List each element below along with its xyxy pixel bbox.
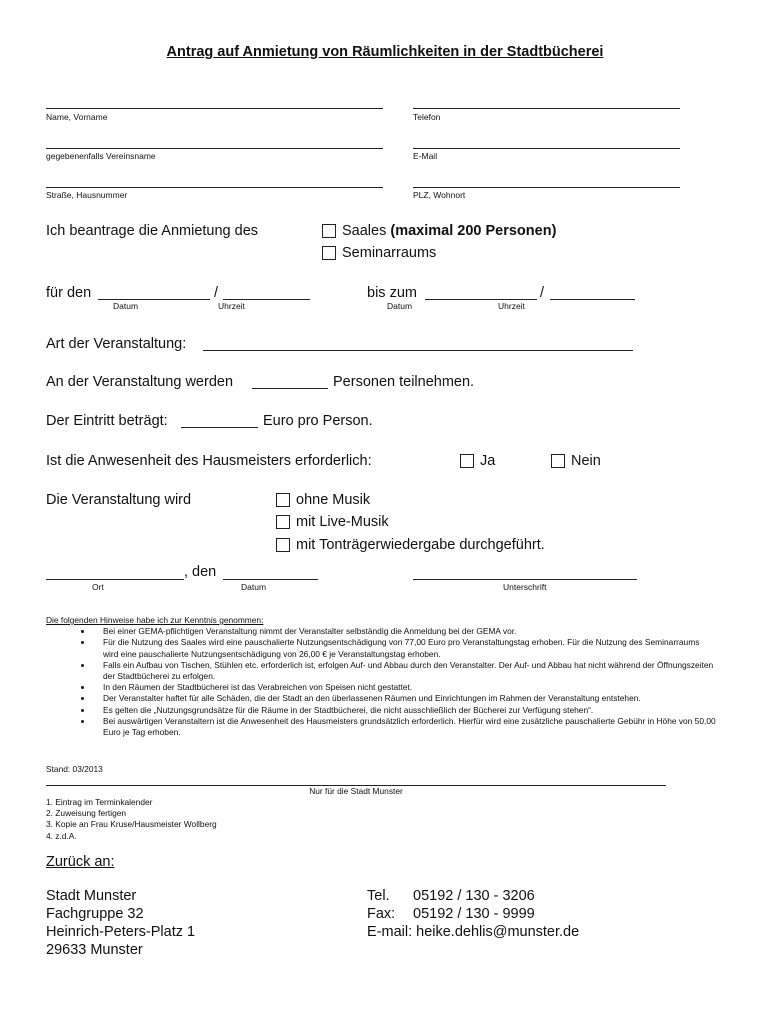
document-title: Antrag auf Anmietung von Räumlichkeiten in der Stadtbücherei [166,44,604,60]
hausmeister-ja-option[interactable] [460,453,495,469]
stand-text: Stand: 03/2013 [46,764,103,774]
ort-field[interactable] [46,579,184,580]
den-label: , den [184,564,217,580]
saal-checkbox[interactable] [322,224,336,238]
email-contact[interactable]: E-mail: heike.dehlis@munster.de [367,924,580,940]
live-musik-checkbox[interactable] [276,515,290,529]
bis-uhrzeit-label: Uhrzeit [498,301,525,311]
fuer-den-label: für den [46,285,92,301]
hausmeister-label: Ist die Anwesenheit des Hausmeisters erforderlich: [46,453,372,469]
address-line: Heinrich-Peters-Platz 1 [46,924,196,940]
hinweis-item: • Falls ein Aufbau von Tischen, Stühlen etc. erforderlich ist, erfolgen Auf- und Abbau durch den Veranstalter. Der Auf- und Abbau hat nicht während der Öffnungszeiten der Stadtbücherei zu erfolgen. [93,660,716,682]
bis-zum-label: bis zum [367,285,417,301]
intern-item: 1. Eintrag im Terminkalender [46,797,153,807]
bis-datum-field[interactable] [425,299,537,300]
hinweise-list [46,626,716,738]
datum-field[interactable] [223,579,318,580]
eintritt-field[interactable] [181,427,258,428]
seminar-label: Seminarraums [342,245,437,261]
nein-label: Nein [571,453,601,469]
ohne-musik-label: ohne Musik [296,492,371,508]
hinweis-item: • Bei einer GEMA-pflichtigen Veranstaltung nimmt der Veranstalter selbständig die Anmeldung bei der GEMA vor. [93,626,716,637]
bis-uhrzeit-field[interactable] [550,299,635,300]
name-field[interactable] [46,108,383,109]
ohne-musik-checkbox[interactable] [276,493,290,507]
tontraeger-checkbox[interactable] [276,538,290,552]
strasse-field[interactable] [46,187,383,188]
datum-label: Datum [241,582,267,592]
address-line: Stadt Munster [46,888,137,904]
tel-value: 05192 / 130 - 3206 [413,888,535,904]
von-uhrzeit-field[interactable] [223,299,310,300]
name-label: Name, Vorname [46,112,108,122]
personen-post: Personen teilnehmen. [333,374,475,390]
plz-label: PLZ, Wohnort [413,190,466,200]
live-musik-option[interactable] [276,514,389,530]
hinweise-heading: Die folgenden Hinweise habe ich zur Kenntnis genommen: [46,615,264,625]
intern-item: 3. Kopie an Frau Kruse/Hausmeister Wollberg [46,819,217,830]
intern-item: 2. Zuweisung fertigen [46,808,127,819]
von-slash: / [214,285,219,301]
plz-field[interactable] [413,187,680,188]
telefon-label: Telefon [413,112,441,122]
antrag-label: Ich beantrage die Anmietung des [46,223,259,239]
nein-checkbox[interactable] [551,454,565,468]
von-datum-field[interactable] [98,299,210,300]
art-label: Art der Veranstaltung: [46,336,187,352]
von-datum-label: Datum [113,301,139,311]
zurueck-address [46,887,195,959]
fax-value: 05192 / 130 - 9999 [413,906,535,922]
ort-label: Ort [92,582,104,592]
telefon-field[interactable] [413,108,680,109]
eintritt-post: Euro pro Person. [263,413,373,429]
eintritt-pre: Der Eintritt beträgt: [46,413,168,429]
art-field[interactable] [203,350,633,351]
tontraeger-label: mit Tonträgerwiedergabe durchgeführt. [296,537,545,553]
tontraeger-option[interactable] [276,537,545,553]
fax-label: Fax: [367,906,396,922]
ja-checkbox[interactable] [460,454,474,468]
musik-label: Die Veranstaltung wird [46,492,192,508]
hinweise-section [46,615,716,738]
intern-label: Nur für die Stadt Munster [309,786,403,796]
hausmeister-nein-option[interactable] [551,453,601,469]
intern-list [46,797,217,842]
von-uhrzeit-label: Uhrzeit [218,301,245,311]
personen-pre: An der Veranstaltung werden [46,374,234,390]
unterschrift-label: Unterschrift [503,582,547,592]
hinweis-item: • In den Räumen der Stadtbücherei ist das Verabreichen von Speisen nicht gestattet. [93,682,716,693]
intern-item: 4. z.d.A. [46,830,77,841]
hinweis-item: • Der Veranstalter haftet für alle Schäden, die der Stadt an den überlassenen Räumen und Einrichtungen im Rahmen der Veranstaltung entstehen. [93,693,716,704]
hinweis-item: • Für die Nutzung des Saales wird eine pauschalierte Nutzungsentschädigung von 77,00 Euro pro Veranstaltungstag erhoben. Für die Nutzung des Seminarraums wird eine pauschalierte Nutzungsentschädigung von 26,00 € je Veranstaltungstag erhoben. [93,637,716,659]
live-musik-label: mit Live-Musik [296,514,389,530]
hinweis-item: • Es gelten die „Nutzungsgrundsätze für die Räume in der Stadtbücherei, die nicht ausschließlich der Bücherei zur Verfügung stehen“. [93,705,716,716]
seminar-checkbox[interactable] [322,246,336,260]
saal-label: Saales (maximal 200 Personen) [342,223,557,239]
zurueck-heading: Zurück an: [46,854,115,870]
bis-slash: / [540,285,545,301]
tel-label: Tel. [367,888,390,904]
email-label: E-Mail [413,151,438,161]
ohne-musik-option[interactable] [276,492,370,508]
seminar-option[interactable] [322,245,436,261]
strasse-label: Straße, Hausnummer [46,190,128,200]
personen-field[interactable] [252,388,328,389]
saal-option[interactable] [322,223,556,239]
unterschrift-field[interactable] [413,579,637,580]
email-field[interactable] [413,148,680,149]
hinweis-item: • Bei auswärtigen Veranstaltern ist die Anwesenheit des Hausmeisters grundsätzlich erforderlich. Hierfür wird eine zusätzliche pauschalierte Gebühr in Höhe von 50,00 Euro je Tag erhoben. [93,716,716,738]
zurueck-contact [367,887,579,941]
ja-label: Ja [480,453,496,469]
verein-label: gegebenenfalls Vereinsname [46,151,156,161]
address-line: 29633 Munster [46,942,143,958]
verein-field[interactable] [46,148,383,149]
bis-datum-label: Datum [387,301,413,311]
address-line: Fachgruppe 32 [46,906,144,922]
